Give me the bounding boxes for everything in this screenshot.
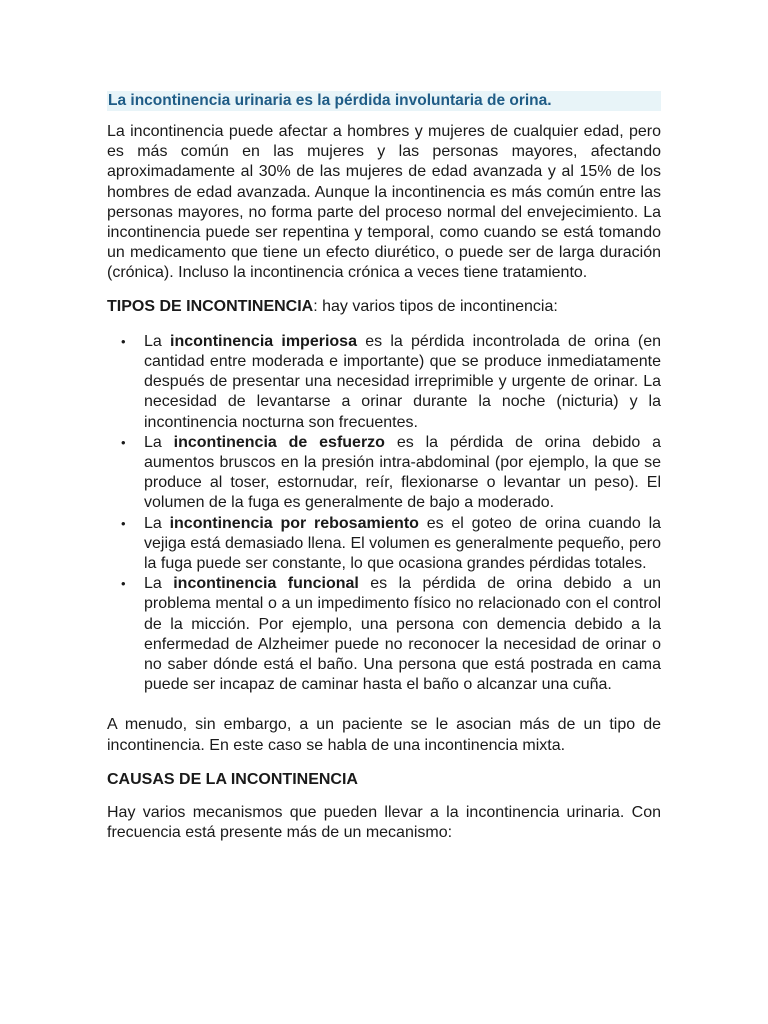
document-page <box>107 91 661 844</box>
list-item-rebosamiento <box>107 514 661 575</box>
item-prefix: La <box>144 433 174 451</box>
types-label: TIPOS DE INCONTINENCIA <box>107 297 314 315</box>
types-intro-text: : hay varios tipos de incontinencia: <box>313 297 558 315</box>
types-list <box>107 332 661 696</box>
item-term: incontinencia de esfuerzo <box>173 433 385 451</box>
bullet-icon: • <box>121 333 126 349</box>
mixta-paragraph: A menudo, sin embargo, a un paciente se le asocian más de un tipo de incontinencia. En este caso se habla de una incontinencia mixta. <box>107 716 661 754</box>
item-term: incontinencia funcional <box>173 575 359 593</box>
item-prefix: La <box>144 332 171 350</box>
item-term: incontinencia por rebosamiento <box>169 514 419 532</box>
bullet-icon: • <box>121 576 126 592</box>
item-prefix: La <box>144 514 170 532</box>
document-heading: La incontinencia urinaria es la pérdida involuntaria de orina. <box>107 91 661 111</box>
intro-paragraph: La incontinencia puede afectar a hombres y mujeres de cualquier edad, pero es más común en las mujeres y las personas mayores, afectando aproximadamente al 30% de las mujeres de edad avanzada y al 15% de los hombres de edad avanzada. Aunque la incontinencia es más común entre las personas mayores, no forma parte del proceso normal del envejecimiento. La incontinencia puede ser repentina y temporal, como cuando se está tomando un medicamento que tiene un efecto diurético, o puede ser de larga duración (crónica). Incluso la incontinencia crónica a veces tiene tratamiento. <box>107 123 661 282</box>
item-text: es la pérdida incontrolada de orina (en cantidad entre moderada e importante) que se produce inmediatamente después de presentar una necesidad irreprimible y urgente de orinar. La necesidad de levantarse a orinar durante la noche (nicturia) y la incontinencia nocturna son frecuentes. <box>144 332 662 431</box>
item-text: es la pérdida de orina debido a aumentos bruscos en la presión intra-abdominal (por ejemplo, la que se produce al toser, estornudar, reír, flexionarse o levantar un peso). El volumen de la fuga es generalmente de bajo a moderado. <box>144 433 661 512</box>
causas-heading: CAUSAS DE LA INCONTINENCIA <box>107 770 358 788</box>
list-item-funcional <box>107 574 661 695</box>
causas-paragraph: Hay varios mecanismos que pueden llevar a la incontinencia urinaria. Con frecuencia está presente más de un mecanismo: <box>107 804 661 842</box>
item-text: es la pérdida de orina debido a un problema mental o a un impedimento físico no relacionado con el control de la micción. Por ejemplo, una persona con demencia debido a la enfermedad de Alzheimer puede no reconocer la necesidad de orinar o no saber dónde está el baño. Una persona que está postrada en cama puede ser incapaz de caminar hasta el baño o alcanzar una cuña. <box>144 575 662 694</box>
bullet-icon: • <box>121 515 126 531</box>
item-text: es el goteo de orina cuando la vejiga está demasiado llena. El volumen es generalmente pequeño, pero la fuga puede ser constante, lo que ocasiona grandes pérdidas totales. <box>144 514 662 573</box>
item-prefix: La <box>144 575 174 593</box>
list-item-imperiosa <box>107 332 661 433</box>
bullet-icon: • <box>121 434 126 450</box>
item-term: incontinencia imperiosa <box>170 332 357 350</box>
types-intro-paragraph <box>107 297 661 317</box>
list-item-esfuerzo <box>107 433 661 514</box>
